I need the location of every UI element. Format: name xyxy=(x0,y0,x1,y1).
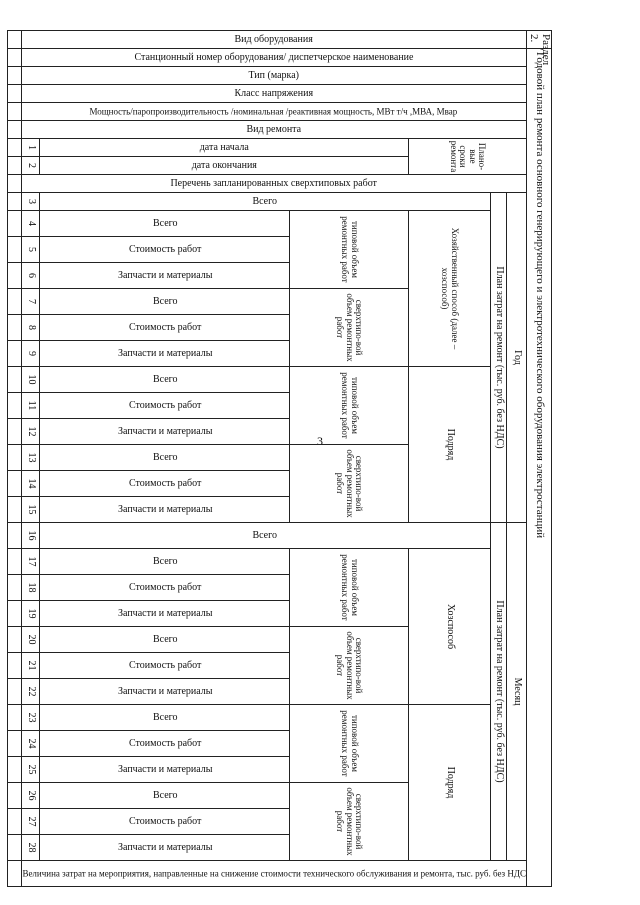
header-extra: сверхтипо-вой объем ремонтных работ xyxy=(290,445,408,523)
column-number: 26 xyxy=(22,783,40,809)
header-parts: Запчасти и материалы xyxy=(40,419,290,445)
header-parts: Запчасти и материалы xyxy=(40,497,290,523)
header-total: Всего xyxy=(40,627,290,653)
column-number: 12 xyxy=(22,419,40,445)
header-work: Стоимость работ xyxy=(40,315,290,341)
header-total: Всего xyxy=(40,549,290,575)
header-col-3: Тип (марка) xyxy=(22,67,527,85)
header-typical: типовой объем ремонтных работ xyxy=(290,549,408,627)
header-month-contract: Подряд xyxy=(408,705,490,861)
column-number: 2 xyxy=(22,157,40,175)
header-total: Всего xyxy=(40,367,290,393)
header-typical: типовой объем ремонтных работ xyxy=(290,705,408,783)
header-month-total: Всего xyxy=(40,523,491,549)
header-work: Стоимость работ xyxy=(40,471,290,497)
header-month-own: Хозспособ xyxy=(408,549,490,705)
header-planned-dates: Плано-вые сроки ремонта xyxy=(408,139,526,175)
header-plan-month: План затрат на ремонт (тыс. руб. без НДС) xyxy=(491,523,507,861)
header-total: Всего xyxy=(40,289,290,315)
column-number: 6 xyxy=(22,263,40,289)
header-work: Стоимость работ xyxy=(40,393,290,419)
column-number: 18 xyxy=(22,575,40,601)
header-work: Стоимость работ xyxy=(40,731,290,757)
header-year-own: Хозяйственный способ (далее – хозспособ) xyxy=(408,211,490,367)
header-year: Год xyxy=(507,193,527,523)
column-number: 27 xyxy=(22,809,40,835)
column-number: 15 xyxy=(22,497,40,523)
header-col-6: Вид ремонта xyxy=(22,121,527,139)
header-col-9: Перечень запланированных сверхтиповых работ xyxy=(22,175,527,193)
header-col-4: Класс напряжения xyxy=(22,85,527,103)
column-number: 9 xyxy=(22,341,40,367)
column-number-row xyxy=(22,31,40,887)
table-title: Годовой план ремонта основного генерирующего и электротехнического оборудования электростанций xyxy=(527,49,552,887)
empty-data-row xyxy=(8,31,22,887)
column-number: 28 xyxy=(22,835,40,861)
column-number: 7 xyxy=(22,289,40,315)
column-number: 22 xyxy=(22,679,40,705)
header-col-36: Величина затрат на мероприятия, направленные на снижение стоимости технического обслуживания и ремонта, тыс. руб. без НДС xyxy=(22,861,527,887)
header-year-contract: Подряд xyxy=(408,367,490,523)
column-number: 17 xyxy=(22,549,40,575)
header-col-2: Станционный номер оборудования/ диспетчерское наименование xyxy=(22,49,527,67)
column-number: 3 xyxy=(22,193,40,211)
column-number: 23 xyxy=(22,705,40,731)
column-number: 8 xyxy=(22,315,40,341)
header-parts: Запчасти и материалы xyxy=(40,263,290,289)
header-start-date: дата начала xyxy=(40,139,408,157)
header-end-date: дата окончания xyxy=(40,157,408,175)
column-number: 11 xyxy=(22,393,40,419)
repair-plan-table xyxy=(22,30,552,878)
header-typical: типовой объем ремонтных работ xyxy=(290,211,408,289)
header-month: Месяц xyxy=(507,523,527,861)
header-parts: Запчасти и материалы xyxy=(40,341,290,367)
column-number: 4 xyxy=(22,211,40,237)
column-number: 13 xyxy=(22,445,40,471)
header-extra: сверхтипо-вой объем ремонтных работ xyxy=(290,783,408,861)
header-extra: сверхтипо-вой объем ремонтных работ xyxy=(290,627,408,705)
header-parts: Запчасти и материалы xyxy=(40,679,290,705)
header-total: Всего xyxy=(40,211,290,237)
header-parts: Запчасти и материалы xyxy=(40,835,290,861)
header-col-5: Мощность/паропроизводительность /номинальная /реактивная мощность, МВт т/ч ,МВА, Мвар xyxy=(22,103,527,121)
header-work: Стоимость работ xyxy=(40,237,290,263)
header-typical: типовой объем ремонтных работ xyxy=(290,367,408,445)
column-number: 24 xyxy=(22,731,40,757)
header-year-total: Всего xyxy=(40,193,491,211)
section-cell: Раздел 2. xyxy=(527,31,552,49)
column-number: 25 xyxy=(22,757,40,783)
column-number: 19 xyxy=(22,601,40,627)
header-parts: Запчасти и материалы xyxy=(40,757,290,783)
header-work: Стоимость работ xyxy=(40,653,290,679)
header-extra: сверхтипо-вой объем ремонтных работ xyxy=(290,289,408,367)
header-work: Стоимость работ xyxy=(40,575,290,601)
column-number: 14 xyxy=(22,471,40,497)
header-total: Всего xyxy=(40,705,290,731)
page-number: 3 xyxy=(317,434,323,448)
column-number: 21 xyxy=(22,653,40,679)
header-plan-year: План затрат на ремонт (тыс. руб. без НДС) xyxy=(491,193,507,523)
column-number: 16 xyxy=(22,523,40,549)
column-number: 5 xyxy=(22,237,40,263)
header-work: Стоимость работ xyxy=(40,809,290,835)
header-parts: Запчасти и материалы xyxy=(40,601,290,627)
column-number: 10 xyxy=(22,367,40,393)
column-number: 20 xyxy=(22,627,40,653)
column-number: 1 xyxy=(22,139,40,157)
header-col-1: Вид оборудования xyxy=(22,31,527,49)
header-total: Всего xyxy=(40,783,290,809)
header-total: Всего xyxy=(40,445,290,471)
